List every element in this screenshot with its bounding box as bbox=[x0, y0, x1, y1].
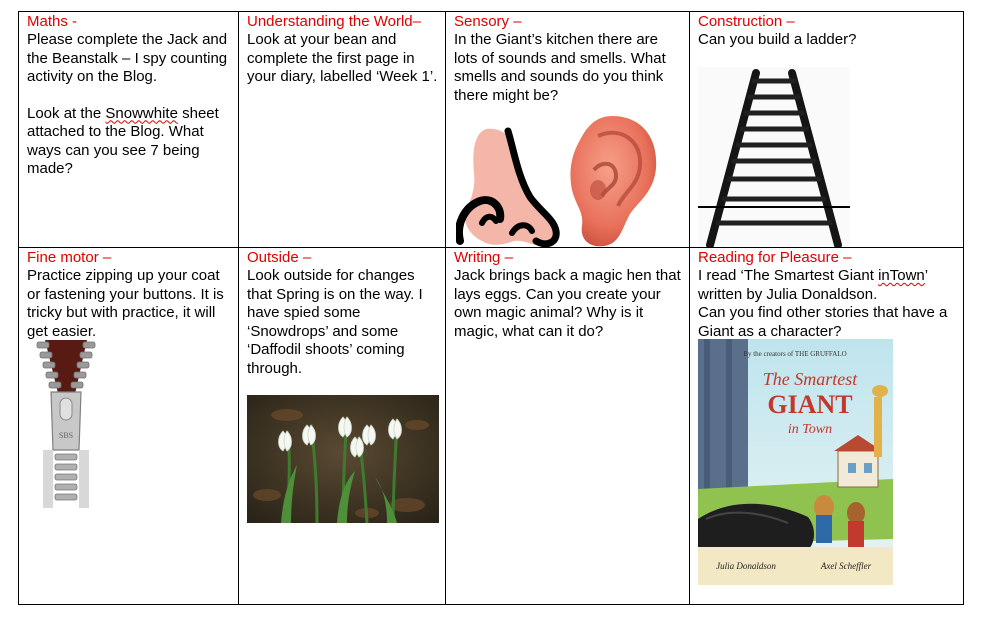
construction-title: Construction – bbox=[698, 13, 795, 30]
reading-text-2: Can you find other stories that have a Giant as a character? bbox=[698, 304, 948, 340]
cell-reading bbox=[690, 248, 964, 605]
spellcheck-word: inTown bbox=[878, 267, 925, 284]
zip-image bbox=[33, 340, 99, 508]
cell-understanding-world bbox=[239, 12, 446, 248]
zip-brand-text: SBS bbox=[58, 431, 74, 440]
activity-grid bbox=[18, 11, 964, 605]
cell-construction bbox=[690, 12, 964, 248]
writing-title: Writing – bbox=[454, 249, 513, 266]
book-title-line-3: in Town bbox=[787, 422, 833, 437]
book-author: Julia Donaldson bbox=[716, 561, 776, 571]
nose-image bbox=[456, 127, 570, 247]
cell-sensory bbox=[446, 12, 690, 248]
maths-text-2: Look at the Snowwhite sheet attached to the Blog. What ways can you see 7 being made? bbox=[27, 104, 219, 177]
writing-text: Jack brings back a magic hen that lays eggs. Can you create your own magic animal? Why is it magic, what can it do? bbox=[454, 267, 681, 340]
understanding-title: Understanding the World– bbox=[247, 13, 421, 30]
sensory-title: Sensory – bbox=[454, 13, 522, 30]
construction-text: Can you build a ladder? bbox=[698, 31, 857, 48]
sensory-text: In the Giant’s kitchen there are lots of sounds and smells. What smells and sounds do you think there might be? bbox=[454, 31, 666, 104]
cell-outside bbox=[239, 248, 446, 605]
book-tagline: By the creators of THE GRUFFALO bbox=[743, 350, 847, 358]
book-illustrator: Axel Scheffler bbox=[820, 561, 872, 571]
cell-maths bbox=[19, 12, 239, 248]
book-title-line-2: GIANT bbox=[767, 390, 853, 419]
reading-title: Reading for Pleasure – bbox=[698, 249, 852, 266]
outside-text: Look outside for changes that Spring is on the way. I have spied some ‘Snowdrops’ and some ‘Daffodil shoots’ coming through. bbox=[247, 267, 423, 377]
ladder-image bbox=[698, 67, 850, 247]
understanding-text: Look at your bean and complete the first page in your diary, labelled ‘Week 1’. bbox=[247, 31, 438, 85]
maths-title: Maths - bbox=[27, 13, 78, 30]
cell-fine-motor bbox=[19, 248, 239, 605]
cell-writing bbox=[446, 248, 690, 605]
outside-title: Outside – bbox=[247, 249, 312, 266]
fine-motor-text: Practice zipping up your coat or fastening your buttons. It is tricky but with practice, it will get easier. bbox=[27, 267, 224, 340]
spellcheck-word: Snowwhite bbox=[105, 104, 178, 122]
fine-motor-title: Fine motor – bbox=[27, 249, 112, 266]
reading-text-1: I read ‘The Smartest Giant inTown’ written by Julia Donaldson. bbox=[698, 267, 928, 303]
book-cover-image bbox=[698, 339, 893, 585]
book-title-line-1: The Smartest bbox=[762, 369, 858, 389]
snowdrops-image bbox=[247, 395, 439, 523]
maths-text-1: Please complete the Jack and the Beanstalk – I spy counting activity on the Blog. bbox=[27, 31, 228, 85]
ear-image bbox=[568, 114, 660, 248]
